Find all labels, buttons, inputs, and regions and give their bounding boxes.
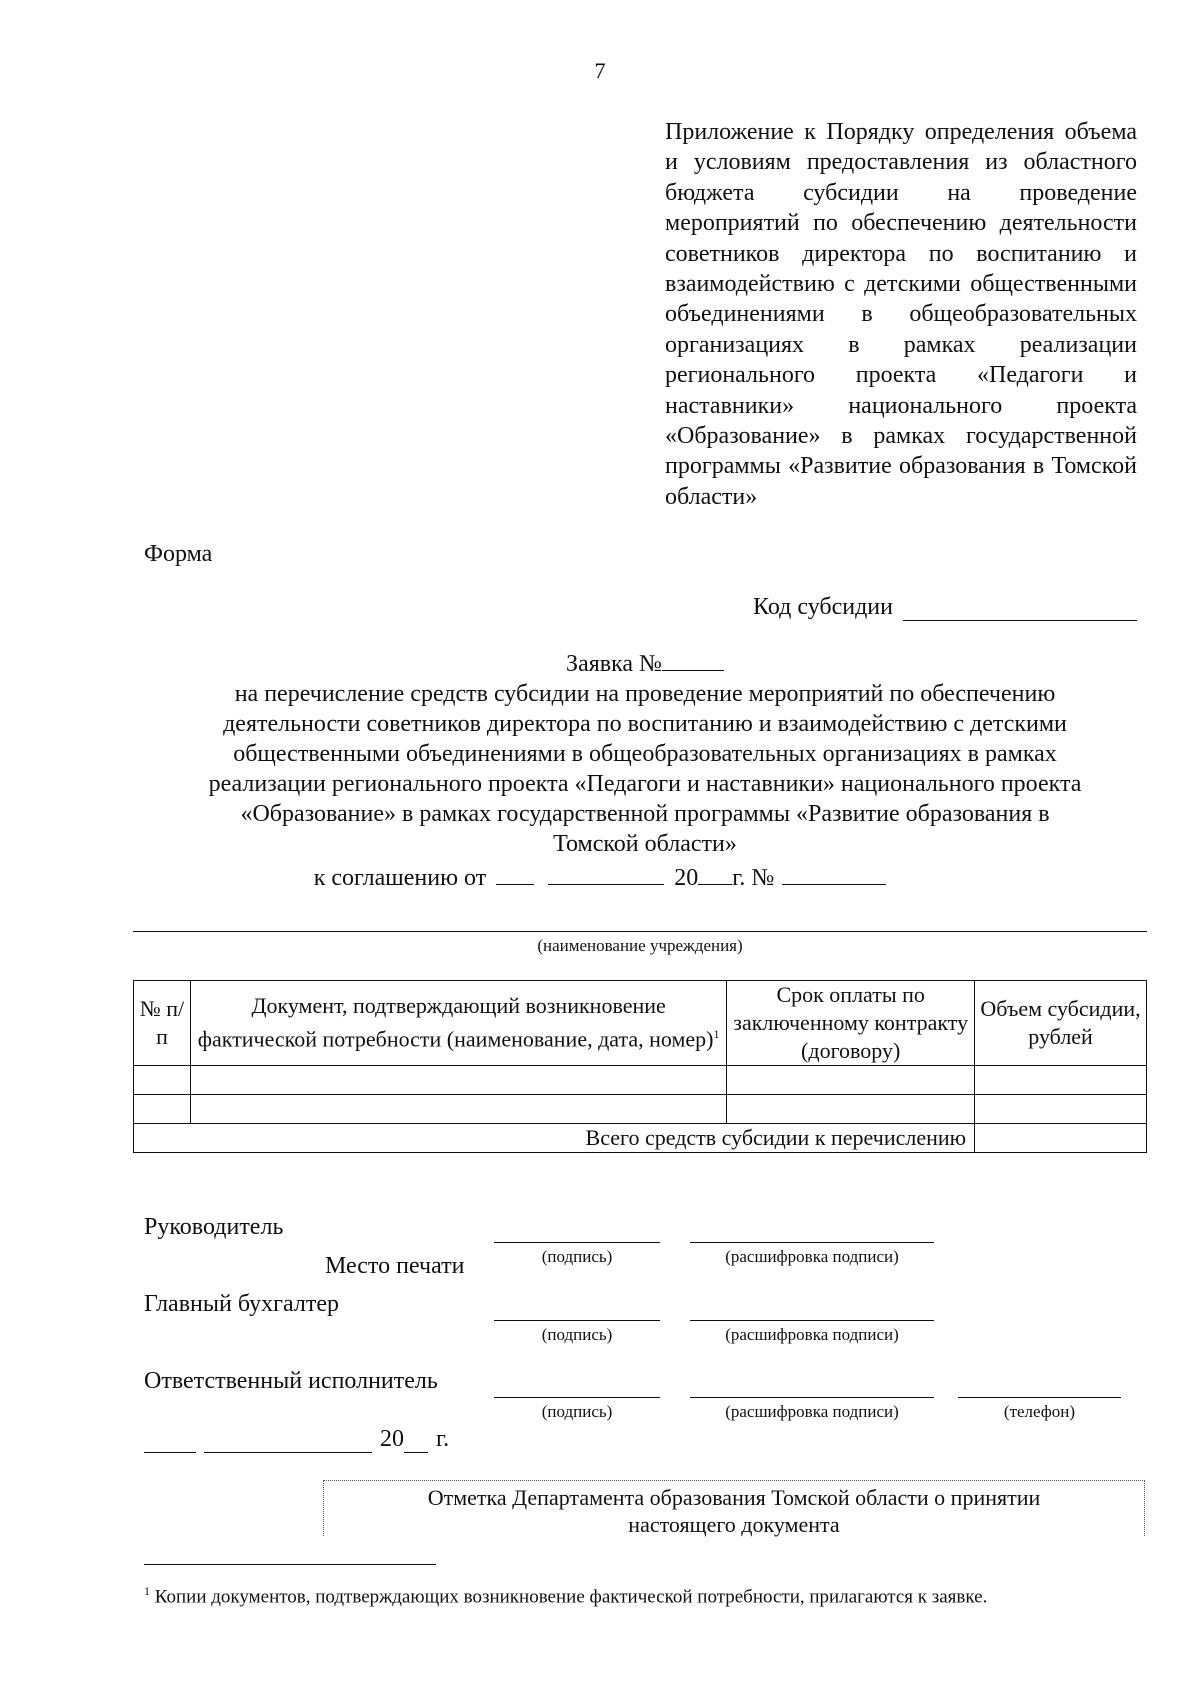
- table-cell[interactable]: [975, 1095, 1147, 1124]
- executor-decoding-field[interactable]: [690, 1397, 934, 1398]
- table-cell[interactable]: [134, 1066, 191, 1095]
- head-decoding-field[interactable]: [690, 1242, 934, 1243]
- department-mark-line: Отметка Департамента образования Томской области о принятии: [427, 1485, 1041, 1510]
- accountant-label: Главный бухгалтер: [144, 1291, 339, 1317]
- date-month-field[interactable]: [204, 1430, 372, 1453]
- request-table: [133, 980, 1147, 1153]
- executor-signature-caption: (подпись): [541, 1402, 613, 1421]
- request-body-line: на перечисление средств субсидии на проведение мероприятий по обеспечению: [234, 681, 1056, 707]
- request-body-line: общественными объединениями в общеобразовательных организациях в рамках: [233, 741, 1057, 767]
- request-body-line: деятельности советников директора по воспитанию и взаимодействию с детскими: [223, 711, 1067, 737]
- agreement-day-field[interactable]: [496, 862, 534, 885]
- table-total-row: [134, 1124, 1147, 1153]
- table-cell[interactable]: [727, 1066, 975, 1095]
- head-signature-caption: (подпись): [541, 1247, 613, 1266]
- table-row: [134, 1066, 1147, 1095]
- total-amount-cell[interactable]: [975, 1124, 1147, 1153]
- seal-label: Место печати: [325, 1253, 465, 1279]
- department-mark-line: настоящего документа: [628, 1512, 840, 1537]
- subsidy-code-field[interactable]: [903, 598, 1137, 621]
- accountant-signature-field[interactable]: [494, 1320, 660, 1321]
- institution-name-caption: (наименование учреждения): [537, 936, 743, 955]
- executor-phone-caption: (телефон): [1003, 1402, 1076, 1421]
- footnote-mark: 1: [713, 1027, 720, 1042]
- date-line: 20 г.: [144, 1426, 449, 1453]
- executor-phone-field[interactable]: [958, 1397, 1121, 1398]
- table-row: [134, 1095, 1147, 1124]
- total-label: Всего средств субсидии к перечислению: [134, 1124, 975, 1153]
- table-header-row: [134, 981, 1147, 1066]
- request-number-field[interactable]: [662, 650, 724, 671]
- executor-signature-field[interactable]: [494, 1397, 660, 1398]
- request-title-block: [140, 649, 1150, 859]
- accountant-signature-caption: (подпись): [541, 1325, 613, 1344]
- accountant-decoding-field[interactable]: [690, 1320, 934, 1321]
- department-mark-box: [323, 1480, 1145, 1536]
- head-signature-field[interactable]: [494, 1242, 660, 1243]
- appendix-text: Приложение к Порядку определения объема и условиям предоставления из областного бюджета субсидии на проведение мероприятий по обеспечению деятельности советников директора по воспитанию и взаимодействию с детскими общественными объединениями в общеобразовательных организациях в рамках реализации регионального проекта «Педагоги и наставники» национального проекта «Образование» в рамках государственной программы «Развитие образования в Томской области»: [665, 119, 1137, 510]
- request-body-line: «Образование» в рамках государственной программы «Развитие образования в: [240, 801, 1050, 827]
- date-day-field[interactable]: [144, 1430, 196, 1453]
- agreement-line: к соглашению от 20 г. №: [0, 862, 1200, 892]
- request-title: Заявка №: [140, 649, 1150, 679]
- table-cell[interactable]: [975, 1066, 1147, 1095]
- agreement-number-field[interactable]: [782, 862, 886, 885]
- subsidy-code-label: Код субсидии: [753, 594, 893, 620]
- institution-name-field[interactable]: [133, 931, 1147, 932]
- table-cell[interactable]: [190, 1066, 726, 1095]
- page-number: 7: [594, 58, 606, 83]
- agreement-month-field[interactable]: [548, 862, 664, 885]
- header-number: № п/п: [134, 981, 191, 1066]
- form-label: Форма: [144, 541, 213, 567]
- agreement-year-field[interactable]: [698, 862, 732, 885]
- header-document: Документ, подтверждающий возникновение фактической потребности (наименование, дата, номер)$^1$: [190, 981, 726, 1066]
- head-decoding-caption: (расшифровка подписи): [725, 1247, 899, 1266]
- request-body-line: реализации регионального проекта «Педагоги и наставники» национального проекта: [208, 771, 1082, 797]
- executor-label: Ответственный исполнитель: [144, 1368, 438, 1394]
- header-payment-term: Срок оплаты по заключенному контракту (договору): [727, 981, 975, 1066]
- header-amount: Объем субсидии, рублей: [975, 981, 1147, 1066]
- footnote-divider: [144, 1564, 436, 1565]
- executor-decoding-caption: (расшифровка подписи): [725, 1402, 899, 1421]
- footnote-number: 1: [144, 1584, 150, 1598]
- table-cell[interactable]: [727, 1095, 975, 1124]
- subsidy-code: [753, 594, 1137, 621]
- date-year-field[interactable]: [404, 1430, 428, 1453]
- head-label: Руководитель: [144, 1214, 284, 1240]
- footnote: [144, 1584, 987, 1608]
- request-body-line: Томской области»: [553, 831, 737, 857]
- table-cell[interactable]: [190, 1095, 726, 1124]
- footnote-text: Копии документов, подтверждающих возникновение фактической потребности, прилагаются к заявке.: [154, 1586, 988, 1608]
- accountant-decoding-caption: (расшифровка подписи): [725, 1325, 899, 1344]
- table-cell[interactable]: [134, 1095, 191, 1124]
